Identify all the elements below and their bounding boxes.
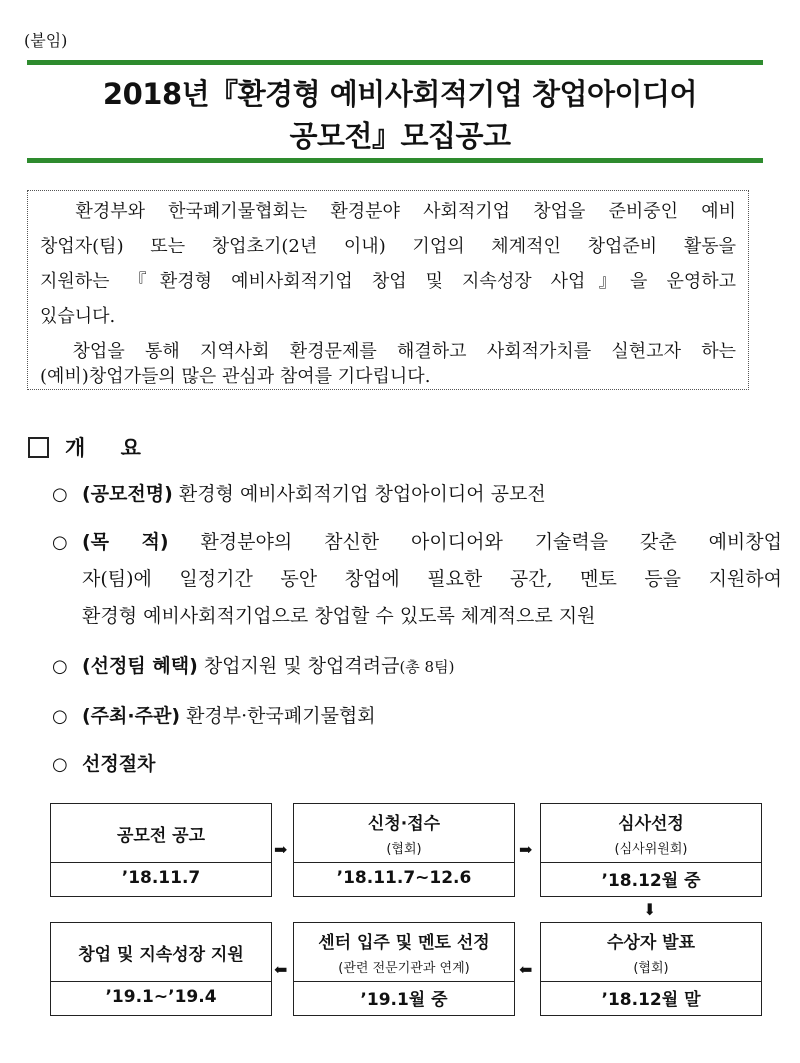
- item-value: 환경부·한국폐기물협회: [186, 705, 376, 727]
- flow-step-center-mentor: [293, 922, 515, 1016]
- arrow-right-icon: ➡: [274, 840, 288, 859]
- intro-line: 있습니다.: [40, 306, 116, 327]
- item-key: (목 적): [82, 531, 169, 553]
- flow-step-date: ’18.11.7: [121, 868, 201, 888]
- flow-step-date: ’19.1월 중: [360, 989, 448, 1010]
- flow-step-sub: (협회): [633, 961, 669, 976]
- page-title-line1: 2018년『환경형 예비사회적기업 창업아이디어: [102, 77, 698, 111]
- item-note: (총 8팀): [399, 658, 455, 676]
- title-top-rule: [27, 60, 763, 65]
- item-line: 자(팀)에 일정기간 동안 창업에 필요한 공간, 멘토 등을 지원하여: [82, 568, 782, 590]
- circle-bullet-icon: ○: [52, 706, 68, 727]
- item-line: [82, 524, 782, 561]
- flow-step-name: 심사선정: [618, 814, 684, 834]
- page-title-line2: 공모전』모집공고: [289, 119, 511, 153]
- arrow-right-icon: ➡: [519, 840, 533, 859]
- flow-step-review: [540, 803, 762, 897]
- arrow-down-icon: ⬇: [643, 900, 657, 919]
- flow-step-support: [50, 922, 272, 1016]
- section-overview-heading: [28, 432, 155, 462]
- attachment-label: (붙임): [24, 31, 68, 50]
- circle-bullet-icon: ○: [52, 532, 68, 553]
- flow-step-date: ’19.1~’19.4: [105, 987, 217, 1007]
- flow-step-sub: (관련 전문기관과 연계): [338, 961, 470, 976]
- item-key: (선정팀 혜택): [82, 655, 198, 677]
- intro-line: 환경부와 한국폐기물협회는 환경분야 사회적기업 창업을 준비중인 예비: [40, 201, 736, 222]
- flow-step-sub: (협회): [386, 842, 422, 857]
- flow-step-sub: (심사위원회): [614, 842, 688, 857]
- item-key: (공모전명): [82, 483, 173, 505]
- item-key: (주최·주관): [82, 705, 181, 727]
- item-key: 선정절차: [82, 753, 156, 775]
- intro-line: 창업자(팀) 또는 창업초기(2년 이내) 기업의 체계적인 창업준비 활동을: [40, 236, 736, 257]
- flow-step-date: ’18.12월 말: [601, 989, 701, 1010]
- intro-line: 지원하는 『환경형 예비사회적기업 창업 및 지속성장 사업』을 운영하고: [40, 271, 736, 292]
- flow-step-application: [293, 803, 515, 897]
- circle-bullet-icon: ○: [52, 484, 68, 505]
- flow-step-date: ’18.12월 중: [601, 870, 701, 891]
- item-line: 환경형 예비사회적기업으로 창업할 수 있도록 체계적으로 지원: [82, 605, 596, 627]
- circle-bullet-icon: ○: [52, 656, 68, 677]
- circle-bullet-icon: ○: [52, 754, 68, 775]
- flow-step-date: ’18.11.7~12.6: [336, 868, 472, 888]
- section-title: 개 요: [65, 436, 155, 460]
- intro-line: (예비)창업가들의 많은 관심과 참여를 기다립니다.: [40, 366, 431, 387]
- flow-step-announcement: [50, 803, 272, 897]
- checkbox-square-icon: [28, 437, 49, 458]
- intro-line: 창업을 통해 지역사회 환경문제를 해결하고 사회적가치를 실현고자 하는: [40, 341, 736, 362]
- flow-step-name: 센터 입주 및 멘토 선정: [318, 933, 490, 953]
- title-bottom-rule: [27, 158, 763, 163]
- arrow-left-icon: ⬅: [274, 960, 288, 979]
- flow-step-name: 신청·접수: [367, 814, 441, 834]
- flow-step-name: 공모전 공고: [116, 825, 206, 846]
- flow-step-winners: [540, 922, 762, 1016]
- intro-box: [27, 190, 749, 390]
- item-value: 환경형 예비사회적기업 창업아이디어 공모전: [178, 483, 546, 505]
- flow-step-name: 수상자 발표: [606, 933, 696, 953]
- flow-step-name: 창업 및 지속성장 지원: [78, 944, 244, 965]
- item-value: 환경분야의 참신한 아이디어와 기술력을 갖춘 예비창업: [200, 531, 782, 553]
- item-value: 창업지원 및 창업격려금: [203, 655, 400, 677]
- arrow-left-icon: ⬅: [519, 960, 533, 979]
